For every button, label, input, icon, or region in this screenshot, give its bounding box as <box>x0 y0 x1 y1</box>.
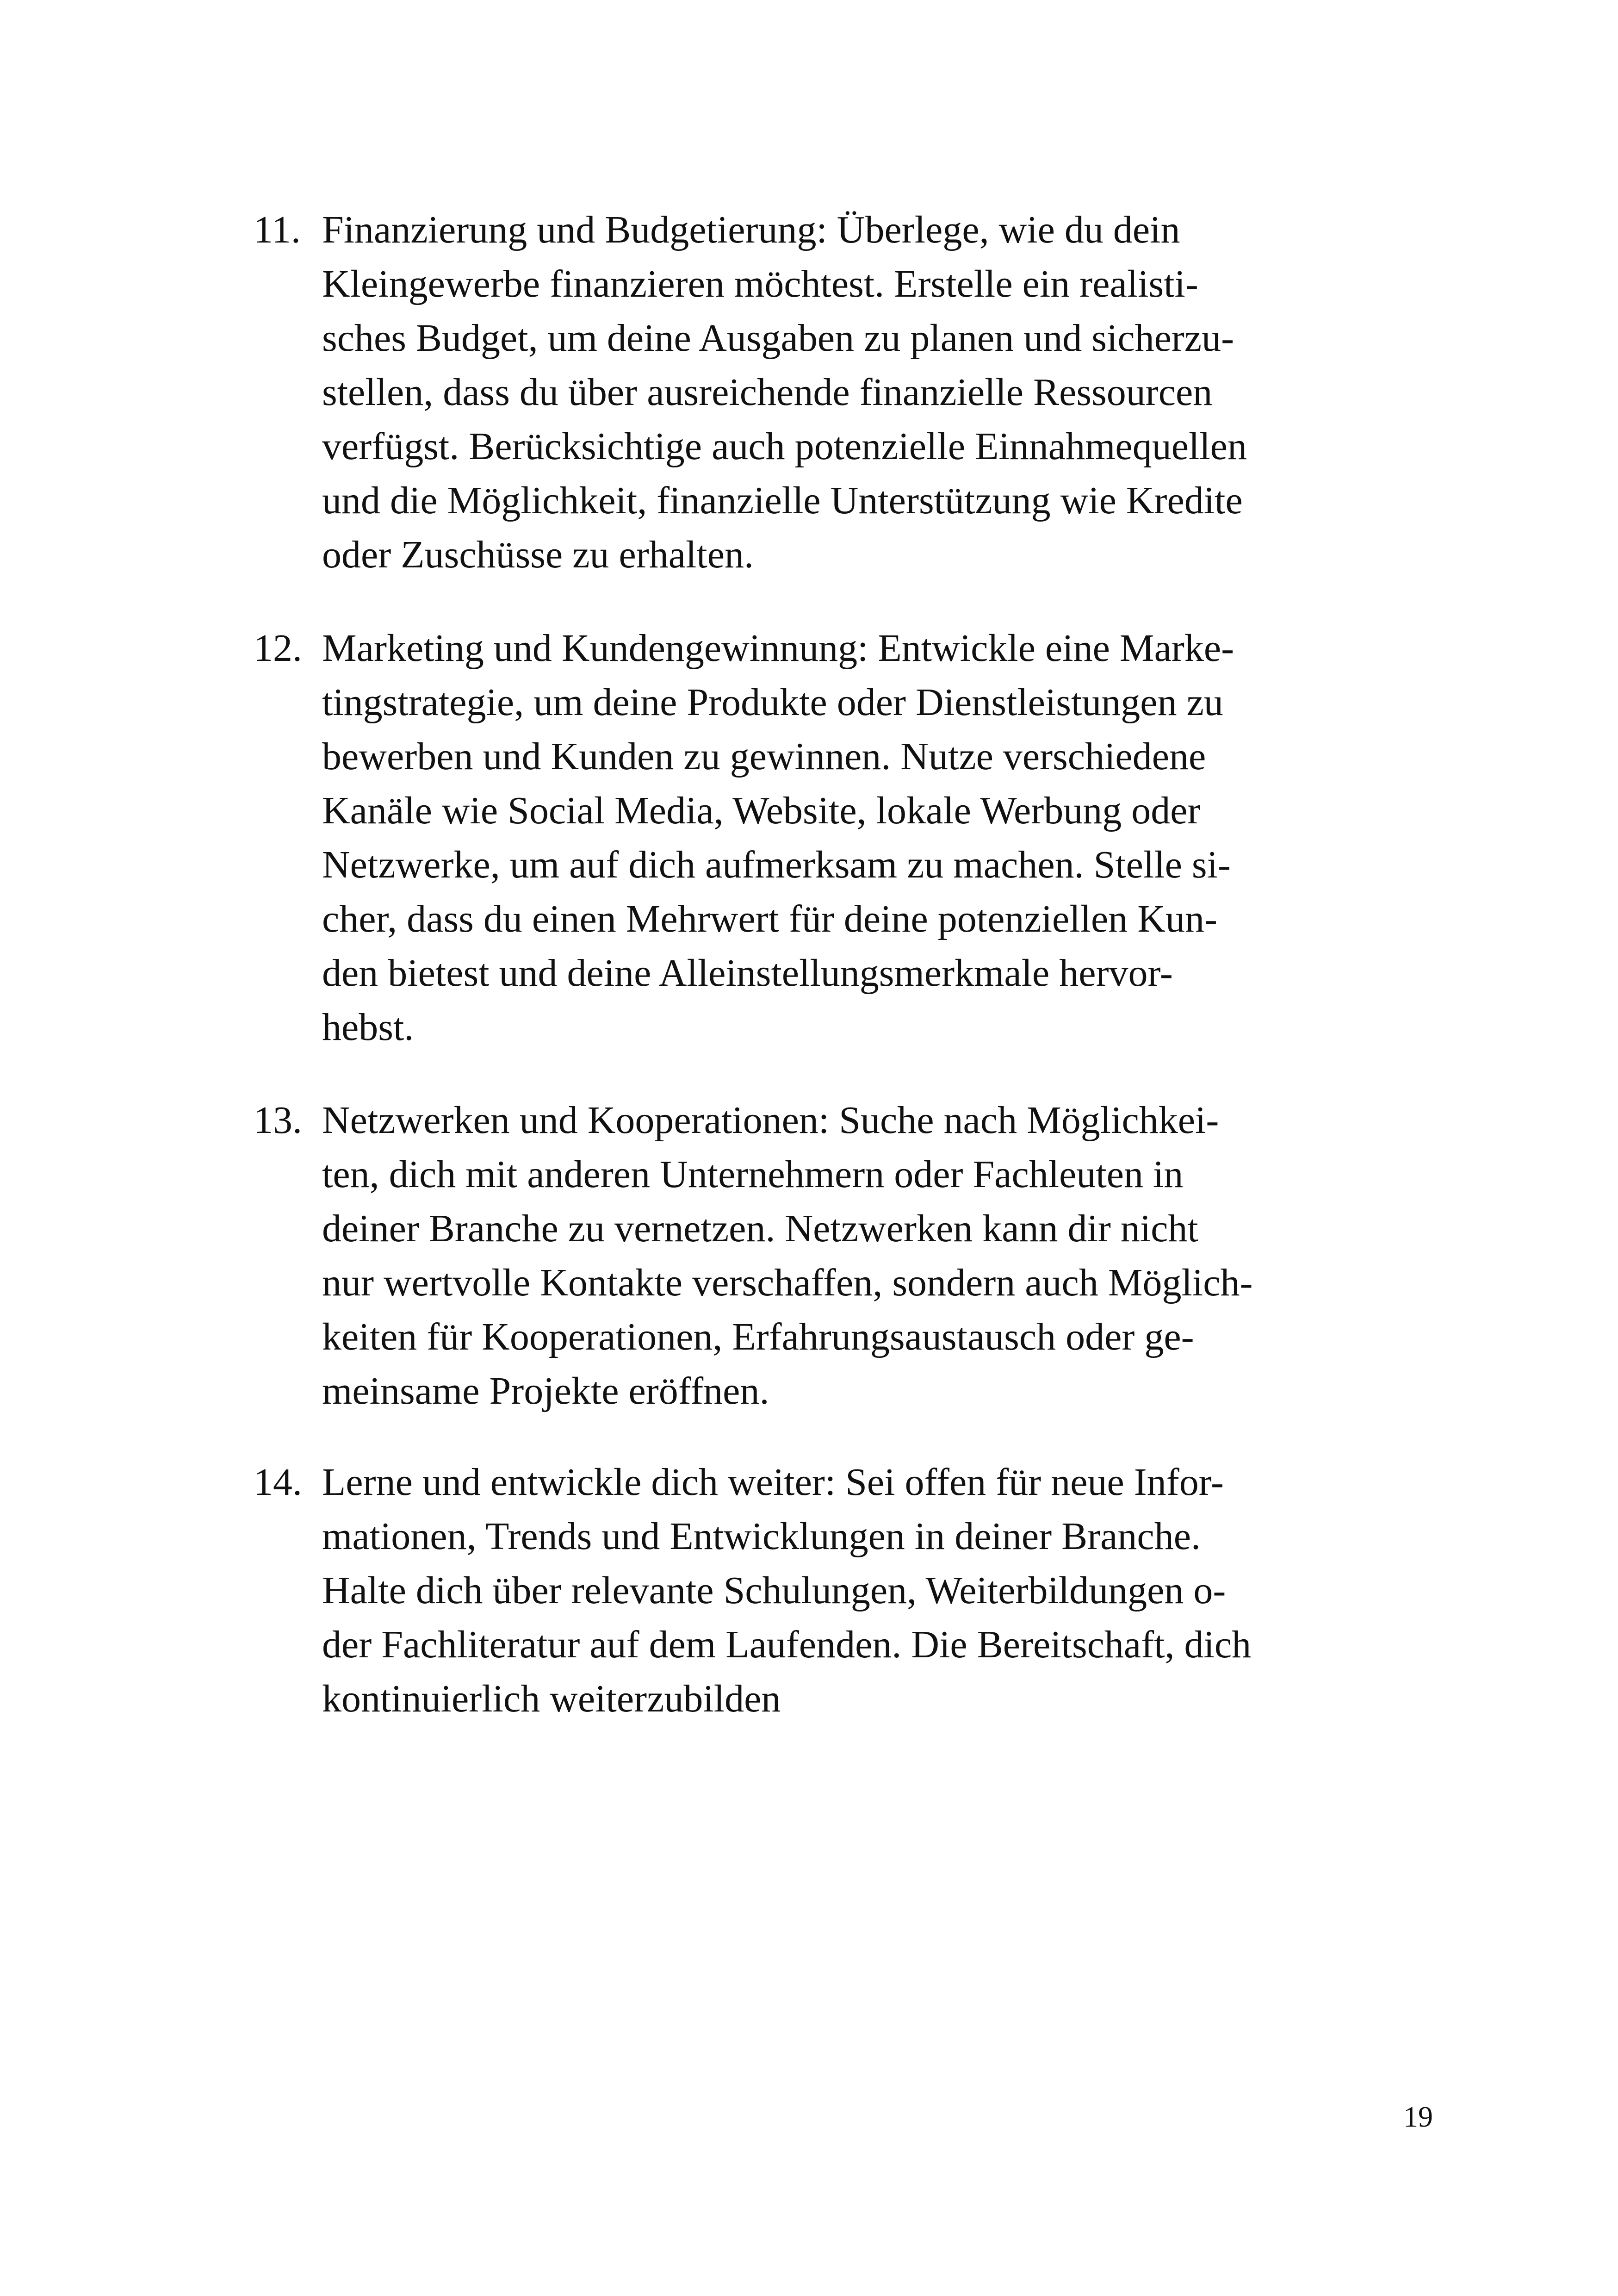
text-line: Halte dich über relevante Schulungen, Weiterbildungen o- <box>322 1569 1226 1612</box>
list-item-number: 11. <box>254 208 301 251</box>
text-line: mationen, Trends und Entwicklungen in deiner Branche. <box>322 1515 1201 1558</box>
text-line: Marketing und Kundengewinnung: Entwickle eine Marke- <box>322 627 1234 670</box>
text-line: keiten für Kooperationen, Erfahrungsaustausch oder ge- <box>322 1315 1194 1358</box>
text-line: Kanäle wie Social Media, Website, lokale Werbung oder <box>322 789 1201 832</box>
text-line: verfügst. Berücksichtige auch potenzielle Einnahmequellen <box>322 425 1247 468</box>
text-line: cher, dass du einen Mehrwert für deine potenziellen Kun- <box>322 897 1217 940</box>
list-item-number: 13. <box>254 1099 302 1142</box>
text-line: und die Möglichkeit, finanzielle Unterstützung wie Kredite <box>322 479 1243 522</box>
text-line: den bietest und deine Alleinstellungsmerkmale hervor- <box>322 952 1173 995</box>
text-line: oder Zuschüsse zu erhalten. <box>322 533 754 576</box>
text-line: der Fachliteratur auf dem Laufenden. Die Bereitschaft, dich <box>322 1623 1252 1666</box>
text-line: nur wertvolle Kontakte verschaffen, sondern auch Möglich- <box>322 1261 1253 1304</box>
text-line: sches Budget, um deine Ausgaben zu planen und sicherzu- <box>322 317 1234 360</box>
text-line: tingstrategie, um deine Produkte oder Dienstleistungen zu <box>322 681 1223 724</box>
text-line: bewerben und Kunden zu gewinnen. Nutze verschiedene <box>322 735 1206 778</box>
text-line: Finanzierung und Budgetierung: Überlege, wie du dein <box>322 208 1180 251</box>
text-line: deiner Branche zu vernetzen. Netzwerken kann dir nicht <box>322 1207 1198 1250</box>
text-line: ten, dich mit anderen Unternehmern oder Fachleuten in <box>322 1153 1184 1196</box>
text-line: Kleingewerbe finanzieren möchtest. Erstelle ein realisti- <box>322 262 1198 305</box>
list-item-text <box>322 203 1506 582</box>
page-number: 19 <box>1403 2100 1433 2133</box>
text-line: hebst. <box>322 1006 414 1049</box>
list-item-text <box>322 1455 1506 1726</box>
text-line: meinsame Projekte eröffnen. <box>322 1369 769 1412</box>
text-line: stellen, dass du über ausreichende finanzielle Ressourcen <box>322 371 1213 414</box>
text-line: Netzwerken und Kooperationen: Suche nach Möglichkei- <box>322 1099 1219 1142</box>
list-item-number: 14. <box>254 1461 302 1504</box>
list-item-number: 12. <box>254 627 302 670</box>
text-line: Netzwerke, um auf dich aufmerksam zu machen. Stelle si- <box>322 843 1231 886</box>
list-item-text <box>322 1093 1506 1418</box>
text-line: Lerne und entwickle dich weiter: Sei offen für neue Infor- <box>322 1461 1224 1504</box>
list-item-text <box>322 621 1506 1054</box>
text-line: kontinuierlich weiterzubilden <box>322 1677 781 1720</box>
